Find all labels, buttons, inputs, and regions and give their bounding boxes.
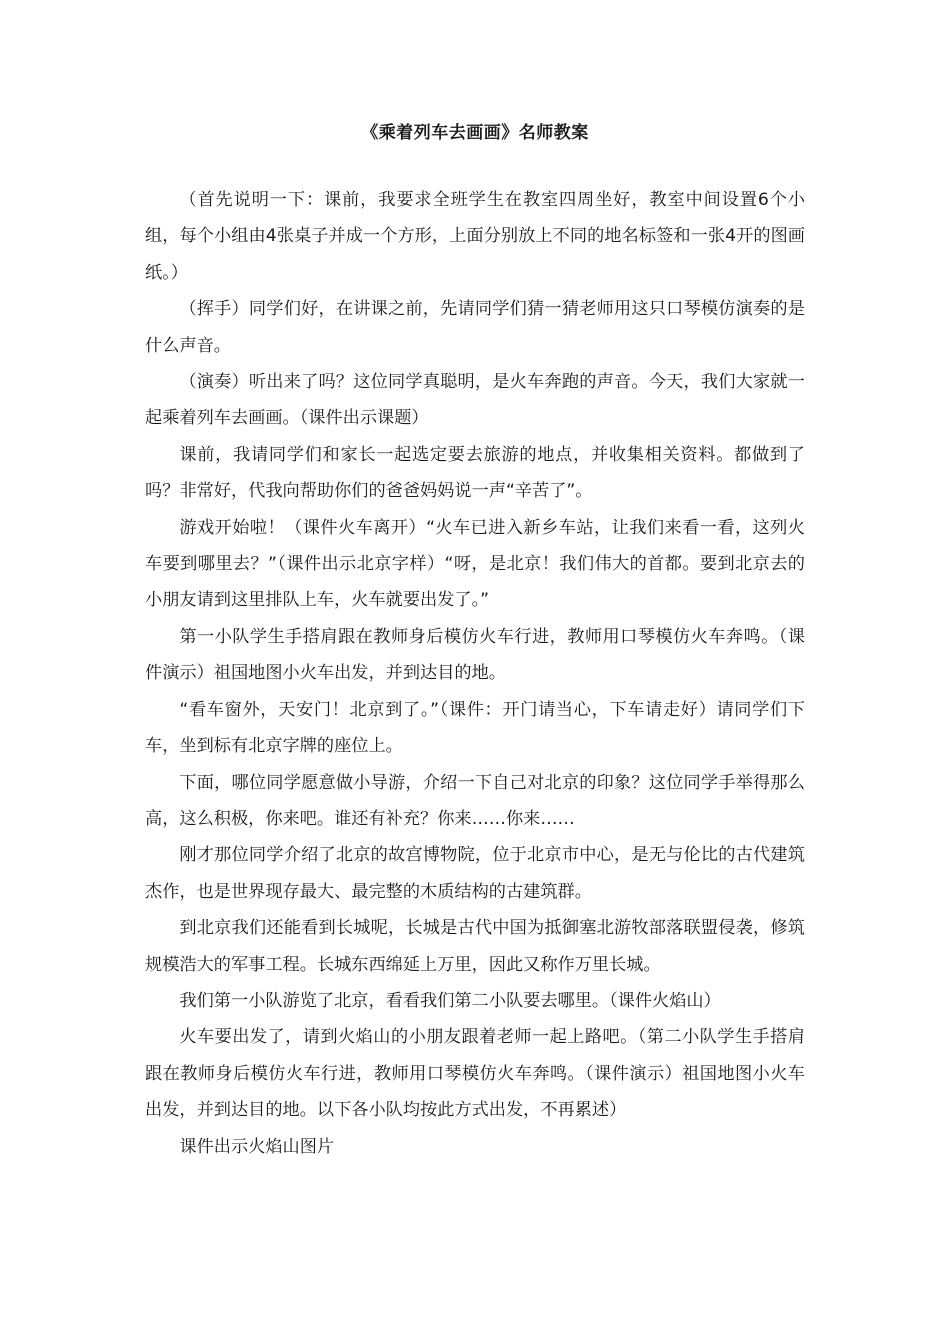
document-body xyxy=(145,182,805,1165)
paragraph: 课件出示火焰山图片 xyxy=(179,1136,335,1157)
paragraph: 下面，哪位同学愿意做小导游，介绍一下自己对北京的印象？这位同学手举得那么高，这么积极，你来吧。谁还有补充？你来……你来…… xyxy=(145,772,805,829)
paragraph: （首先说明一下：课前，我要求全班学生在教室四周坐好，教室中间设置6个小组，每个小组由4张桌子并成一个方形，上面分别放上不同的地名标签和一张4开的图画纸。） xyxy=(145,190,805,283)
paragraph: 第一小队学生手搭肩跟在教师身后模仿火车行进，教师用口琴模仿火车奔鸣。（课件演示）祖国地图小火车出发，并到达目的地。 xyxy=(145,626,805,684)
document-title: 《乘着列车去画画》名师教案 xyxy=(361,123,589,143)
paragraph: 游戏开始啦！（课件火车离开）“火车已进入新乡车站，让我们来看一看，这列火车要到哪里去？”（课件出示北京字样）“呀，是北京！我们伟大的首都。要到北京去的小朋友请到这里排队上车，火车就要出发了。” xyxy=(145,517,805,611)
paragraph: 到北京我们还能看到长城呢，长城是古代中国为抵御塞北游牧部落联盟侵袭，修筑规模浩大的军事工程。长城东西绵延上万里，因此又称作万里长城。 xyxy=(145,918,805,975)
paragraph: 刚才那位同学介绍了北京的故宫博物院，位于北京市中心，是无与伦比的古代建筑杰作，也是世界现存最大、最完整的木质结构的古建筑群。 xyxy=(145,845,805,902)
paragraph: （演奏）听出来了吗？这位同学真聪明，是火车奔跑的声音。今天，我们大家就一起乘着列车去画画。（课件出示课题） xyxy=(145,372,805,429)
paragraph: “看车窗外，天安门！北京到了。”（课件：开门请当心，下车请走好）请同学们下车，坐到标有北京字牌的座位上。 xyxy=(145,699,805,757)
paragraph: 课前，我请同学们和家长一起选定要去旅游的地点，并收集相关资料。都做到了吗？非常好，代我向帮助你们的爸爸妈妈说一声“辛苦了”。 xyxy=(145,444,805,502)
paragraph: 我们第一小队游览了北京，看看我们第二小队要去哪里。（课件火焰山） xyxy=(179,990,721,1011)
paragraph: （挥手）同学们好，在讲课之前，先请同学们猜一猜老师用这只口琴模仿演奏的是什么声音。 xyxy=(145,299,805,356)
paragraph: 火车要出发了，请到火焰山的小朋友跟着老师一起上路吧。（第二小队学生手搭肩跟在教师身后模仿火车行进，教师用口琴模仿火车奔鸣。（课件演示）祖国地图小火车出发，并到达目的地。以下各小队均按此方式出发，不再累述） xyxy=(145,1027,805,1121)
